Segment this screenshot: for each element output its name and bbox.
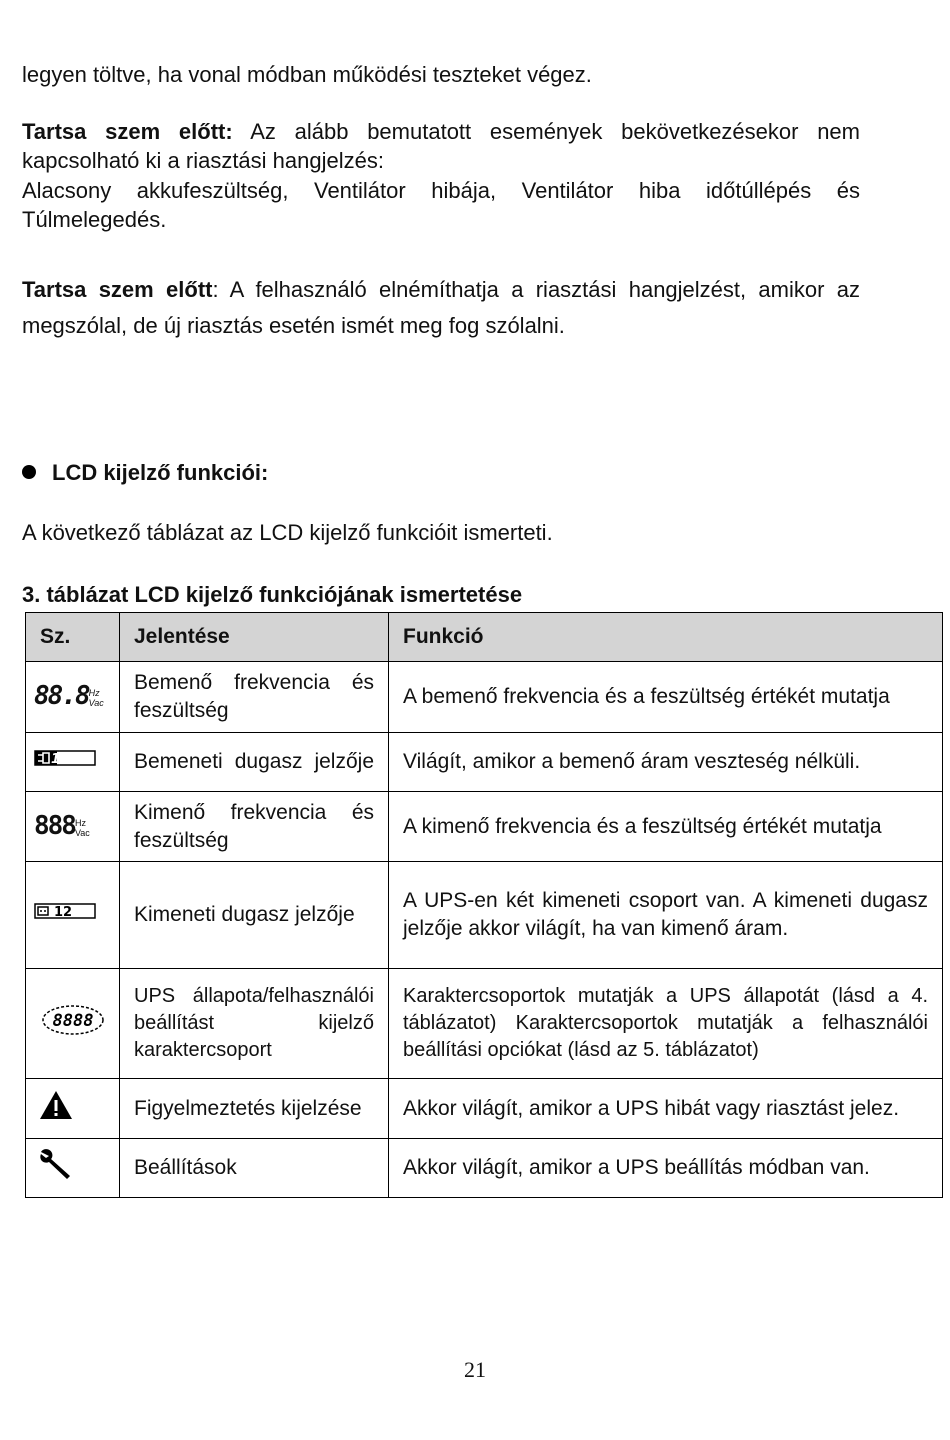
function-cell: A UPS-en két kimeneti csoport van. A kimeneti dugasz jelzője akkor világít, ha van kimenő áram.	[389, 862, 943, 969]
function-cell: Akkor világít, amikor a UPS hibát vagy riasztást jelez.	[389, 1079, 943, 1139]
lcd-functions-table	[25, 612, 943, 1198]
warning-icon	[26, 1079, 120, 1139]
function-cell: Karaktercsoportok mutatják a UPS állapotát (lásd a 4. táblázatot) Karaktercsoportok mutatják a felhasználói beállítási opciókat (lásd az 5. táblázatot)	[389, 969, 943, 1079]
wrench-svg	[38, 1146, 74, 1182]
note-paragraph-1	[22, 117, 860, 175]
intro-text: A következő táblázat az LCD kijelző funkcióit ismerteti.	[22, 520, 553, 545]
table-header-row	[26, 613, 943, 662]
table-row	[26, 792, 943, 862]
output-plug-svg	[34, 901, 98, 921]
meaning-cell: Bemenő frekvencia és feszültség	[120, 662, 389, 733]
note-label: Tartsa szem előtt	[22, 277, 213, 302]
header-cell: Jelentése	[120, 613, 389, 662]
input-plug-icon	[26, 733, 120, 792]
lcd-digits: 888	[34, 810, 75, 841]
note-text: Az alább bemutatott események bekövetkezésekor nem kapcsolható ki a riasztási hangjelzés:	[22, 119, 860, 173]
unit-hz: Hz	[88, 688, 100, 699]
section-heading-text: LCD kijelző funkciói:	[52, 460, 269, 485]
note-paragraph-2	[22, 272, 860, 344]
function-cell: A kimenő frekvencia és a feszültség értékét mutatja	[389, 792, 943, 862]
meaning-cell: Kimeneti dugasz jelzője	[120, 862, 389, 969]
table-row	[26, 1079, 943, 1139]
plug-number: 1	[51, 752, 61, 767]
meaning-cell: Figyelmeztetés kijelzése	[120, 1079, 389, 1139]
table-row	[26, 862, 943, 969]
plug-number: 12	[54, 905, 73, 920]
meaning-cell: Beállítások	[120, 1139, 389, 1198]
table-row	[26, 662, 943, 733]
meaning-cell: Bemeneti dugasz jelzője	[120, 733, 389, 792]
input-freq-voltage-icon	[26, 662, 120, 733]
meaning-cell: Kimenő frekvencia és feszültség	[120, 792, 389, 862]
table-row	[26, 1139, 943, 1198]
alarm-list-paragraph: Alacsony akkufeszültség, Ventilátor hibája, Ventilátor hiba időtúllépés és Túlmelegedés.	[22, 178, 860, 232]
table-caption: 3. táblázat LCD kijelző funkciójának ismertetése	[22, 582, 523, 607]
function-cell: A bemenő frekvencia és a feszültség értékét mutatja	[389, 662, 943, 733]
note-text: : A felhasználó elnémíthatja a riasztási hangjelzést, amikor az megszólal, de új riasztás esetén ismét meg fog szólalni.	[22, 277, 860, 338]
bullet-icon	[22, 465, 36, 479]
status-chars-svg	[41, 1003, 105, 1037]
paragraph-continuation: legyen töltve, ha vonal módban működési teszteket végez.	[22, 62, 592, 87]
status-digits: 8888	[52, 1010, 93, 1031]
page-number: 21	[464, 1357, 486, 1382]
header-cell: Sz.	[26, 613, 120, 662]
lcd-digits: 88.8	[34, 681, 89, 711]
unit-vac: Vac	[74, 827, 90, 838]
output-plug-icon	[26, 862, 120, 969]
wrench-icon	[26, 1139, 120, 1198]
function-cell: Világít, amikor a bemenő áram veszteség nélküli.	[389, 733, 943, 792]
function-cell: Akkor világít, amikor a UPS beállítás módban van.	[389, 1139, 943, 1198]
section-heading	[22, 460, 268, 486]
warning-triangle-svg	[38, 1089, 74, 1121]
unit-hz: Hz	[74, 817, 86, 828]
header-cell: Funkció	[389, 613, 943, 662]
table-row	[26, 969, 943, 1079]
output-freq-voltage-icon	[26, 792, 120, 862]
input-plug-svg	[34, 748, 98, 768]
meaning-cell: UPS állapota/felhasználói beállítást kijelző karaktercsoport	[120, 969, 389, 1079]
status-chars-icon	[26, 969, 120, 1079]
unit-vac: Vac	[88, 698, 104, 709]
table-row	[26, 733, 943, 792]
note-label: Tartsa szem előtt:	[22, 119, 233, 144]
